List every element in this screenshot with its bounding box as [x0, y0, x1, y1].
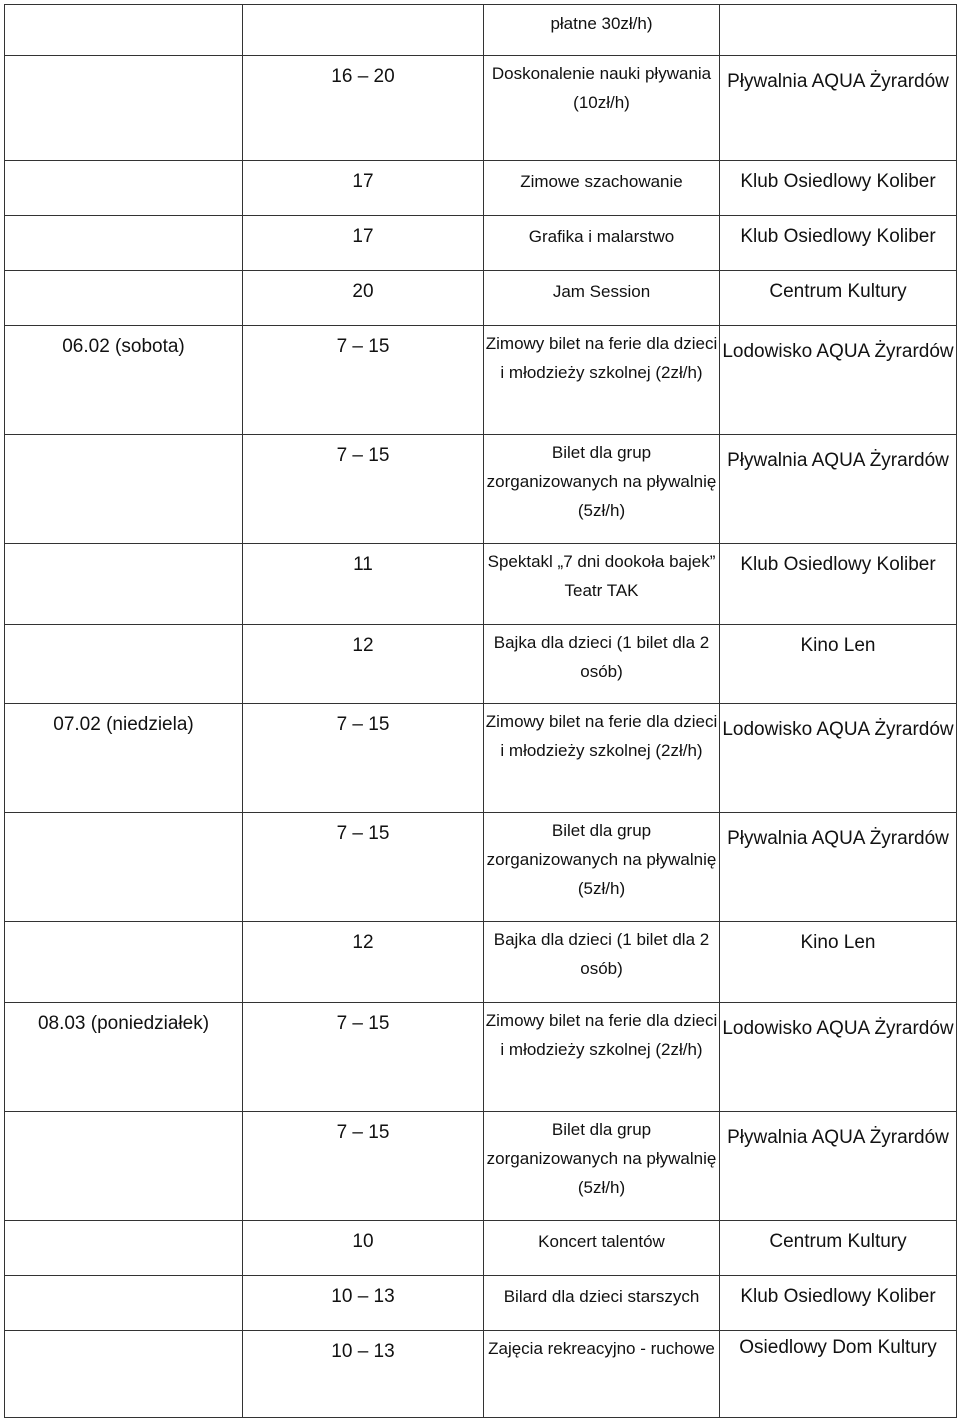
time-cell: [243, 625, 484, 704]
time-cell: [243, 704, 484, 813]
table-row: [5, 56, 957, 161]
place-cell: [720, 922, 957, 1003]
date-text: [5, 216, 242, 226]
event-cell: [484, 544, 720, 625]
place-cell: [720, 1331, 957, 1418]
date-cell: [5, 1112, 243, 1221]
date-cell: [5, 625, 243, 704]
event-text: Bilet dla grup zorganizowanych na pływalnię (5zł/h): [486, 821, 717, 898]
time-cell: [243, 326, 484, 435]
place-text: Klub Osiedlowy Koliber: [740, 554, 936, 575]
place-text: Lodowisko AQUA Żyrardów: [722, 719, 954, 740]
event-cell: [484, 1331, 720, 1418]
event-text: płatne 30zł/h): [550, 14, 653, 33]
place-cell: [720, 326, 957, 435]
place-text: Centrum Kultury: [769, 281, 907, 302]
schedule-table: [4, 4, 957, 1418]
date-cell: [5, 161, 243, 216]
time-text: 16 – 20: [331, 66, 395, 87]
table-row: [5, 1221, 957, 1276]
table-row: [5, 1276, 957, 1331]
event-text: Bajka dla dzieci (1 bilet dla 2 osób): [493, 930, 710, 978]
event-text: Bilard dla dzieci starszych: [503, 1287, 700, 1306]
event-cell: [484, 326, 720, 435]
date-cell: [5, 922, 243, 1003]
event-cell: [484, 1221, 720, 1276]
place-text: Kino Len: [800, 635, 876, 656]
event-cell: [484, 161, 720, 216]
event-cell: [484, 922, 720, 1003]
time-cell: [243, 1276, 484, 1331]
time-cell: [243, 435, 484, 544]
event-text: Zimowe szachowanie: [520, 172, 683, 191]
time-text: 7 – 15: [336, 1122, 390, 1143]
date-text: [5, 161, 242, 171]
date-text: [5, 1331, 242, 1341]
time-text: 17: [352, 171, 374, 192]
event-cell: [484, 1276, 720, 1331]
event-cell: [484, 625, 720, 704]
date-text: 08.03 (poniedziałek): [37, 1013, 210, 1034]
date-text: [5, 56, 242, 66]
place-cell: [720, 813, 957, 922]
place-text: Klub Osiedlowy Koliber: [740, 171, 936, 192]
time-cell: [243, 1331, 484, 1418]
date-text: [5, 1276, 242, 1286]
time-cell: [243, 271, 484, 326]
event-cell: [484, 1003, 720, 1112]
event-cell: [484, 56, 720, 161]
date-text: [5, 544, 242, 554]
time-text: 7 – 15: [336, 336, 390, 357]
event-text: Bajka dla dzieci (1 bilet dla 2 osób): [493, 633, 710, 681]
date-text: [5, 5, 242, 15]
date-cell: [5, 1276, 243, 1331]
table-row: [5, 161, 957, 216]
table-row: [5, 1003, 957, 1112]
place-text: Pływalnia AQUA Żyrardów: [727, 1127, 949, 1148]
date-cell: [5, 1003, 243, 1112]
date-text: 06.02 (sobota): [62, 336, 185, 357]
place-text: Kino Len: [800, 932, 876, 953]
event-text: Bilet dla grup zorganizowanych na pływalnię (5zł/h): [486, 1120, 717, 1197]
place-cell: [720, 271, 957, 326]
place-cell: [720, 435, 957, 544]
place-text: Centrum Kultury: [769, 1231, 907, 1252]
place-cell: [720, 161, 957, 216]
time-cell: [243, 544, 484, 625]
place-cell: [720, 216, 957, 271]
time-text: 10 – 13: [331, 1341, 395, 1362]
place-cell: [720, 5, 957, 56]
place-cell: [720, 1276, 957, 1331]
place-cell: [720, 625, 957, 704]
date-cell: [5, 56, 243, 161]
date-cell: [5, 326, 243, 435]
time-text: 20: [352, 281, 374, 302]
time-cell: [243, 216, 484, 271]
date-text: [5, 1221, 242, 1231]
event-cell: [484, 216, 720, 271]
table-row: [5, 625, 957, 704]
event-text: Spektakl „7 dni dookoła bajek” Teatr TAK: [487, 552, 716, 600]
table-row: [5, 326, 957, 435]
date-cell: [5, 1221, 243, 1276]
place-text: Osiedlowy Dom Kultury: [739, 1337, 937, 1358]
event-text: Koncert talentów: [538, 1232, 665, 1251]
time-cell: [243, 56, 484, 161]
place-text: Pływalnia AQUA Żyrardów: [727, 71, 949, 92]
event-cell: [484, 1112, 720, 1221]
table-row: [5, 216, 957, 271]
place-text: Pływalnia AQUA Żyrardów: [727, 828, 949, 849]
date-text: [5, 435, 242, 445]
place-cell: [720, 56, 957, 161]
event-cell: [484, 813, 720, 922]
event-text: Bilet dla grup zorganizowanych na pływalnię (5zł/h): [486, 443, 717, 520]
place-cell: [720, 1112, 957, 1221]
place-cell: [720, 1003, 957, 1112]
date-text: [5, 625, 242, 635]
date-cell: [5, 544, 243, 625]
time-text: 7 – 15: [336, 823, 390, 844]
time-text: 10 – 13: [331, 1286, 395, 1307]
date-cell: [5, 704, 243, 813]
time-text: 17: [352, 226, 374, 247]
table-row: [5, 435, 957, 544]
time-cell: [243, 5, 484, 56]
place-text: Pływalnia AQUA Żyrardów: [727, 450, 949, 471]
time-text: 7 – 15: [336, 714, 390, 735]
time-text: 7 – 15: [336, 1013, 390, 1034]
place-text: Lodowisko AQUA Żyrardów: [722, 341, 954, 362]
time-text: 12: [352, 932, 374, 953]
event-cell: [484, 5, 720, 56]
time-cell: [243, 1003, 484, 1112]
table-row: [5, 813, 957, 922]
event-text: Zimowy bilet na ferie dla dzieci i młodzieży szkolnej (2zł/h): [485, 334, 718, 382]
table-row: [5, 1112, 957, 1221]
place-cell: [720, 1221, 957, 1276]
time-text: 7 – 15: [336, 445, 390, 466]
date-text: [5, 922, 242, 932]
table-row: [5, 544, 957, 625]
event-text: Jam Session: [552, 282, 651, 301]
date-cell: [5, 813, 243, 922]
table-row: [5, 704, 957, 813]
date-cell: [5, 435, 243, 544]
table-row: [5, 271, 957, 326]
place-cell: [720, 704, 957, 813]
event-text: Zimowy bilet na ferie dla dzieci i młodzieży szkolnej (2zł/h): [485, 1011, 718, 1059]
time-text: 12: [352, 635, 374, 656]
event-cell: [484, 704, 720, 813]
table-row: [5, 922, 957, 1003]
place-cell: [720, 544, 957, 625]
time-text: [243, 5, 483, 15]
date-cell: [5, 1331, 243, 1418]
place-text: Lodowisko AQUA Żyrardów: [722, 1018, 954, 1039]
schedule-body: [5, 5, 957, 1418]
place-text: Klub Osiedlowy Koliber: [740, 226, 936, 247]
event-cell: [484, 435, 720, 544]
table-row: [5, 5, 957, 56]
event-text: Zajęcia rekreacyjno - ruchowe: [488, 1339, 715, 1358]
time-text: 11: [353, 554, 373, 575]
date-cell: [5, 5, 243, 56]
date-cell: [5, 216, 243, 271]
event-text: Zimowy bilet na ferie dla dzieci i młodzieży szkolnej (2zł/h): [485, 712, 718, 760]
time-cell: [243, 1221, 484, 1276]
event-text: Doskonalenie nauki pływania (10zł/h): [491, 64, 712, 112]
date-cell: [5, 271, 243, 326]
date-text: [5, 813, 242, 823]
date-text: 07.02 (niedziela): [53, 714, 194, 735]
time-cell: [243, 1112, 484, 1221]
time-cell: [243, 161, 484, 216]
time-cell: [243, 922, 484, 1003]
time-cell: [243, 813, 484, 922]
place-text: Klub Osiedlowy Koliber: [740, 1286, 936, 1307]
event-cell: [484, 271, 720, 326]
time-text: 10: [352, 1231, 374, 1252]
table-row: [5, 1331, 957, 1418]
date-text: [5, 1112, 242, 1122]
date-text: [5, 271, 242, 281]
event-text: Grafika i malarstwo: [528, 227, 675, 246]
